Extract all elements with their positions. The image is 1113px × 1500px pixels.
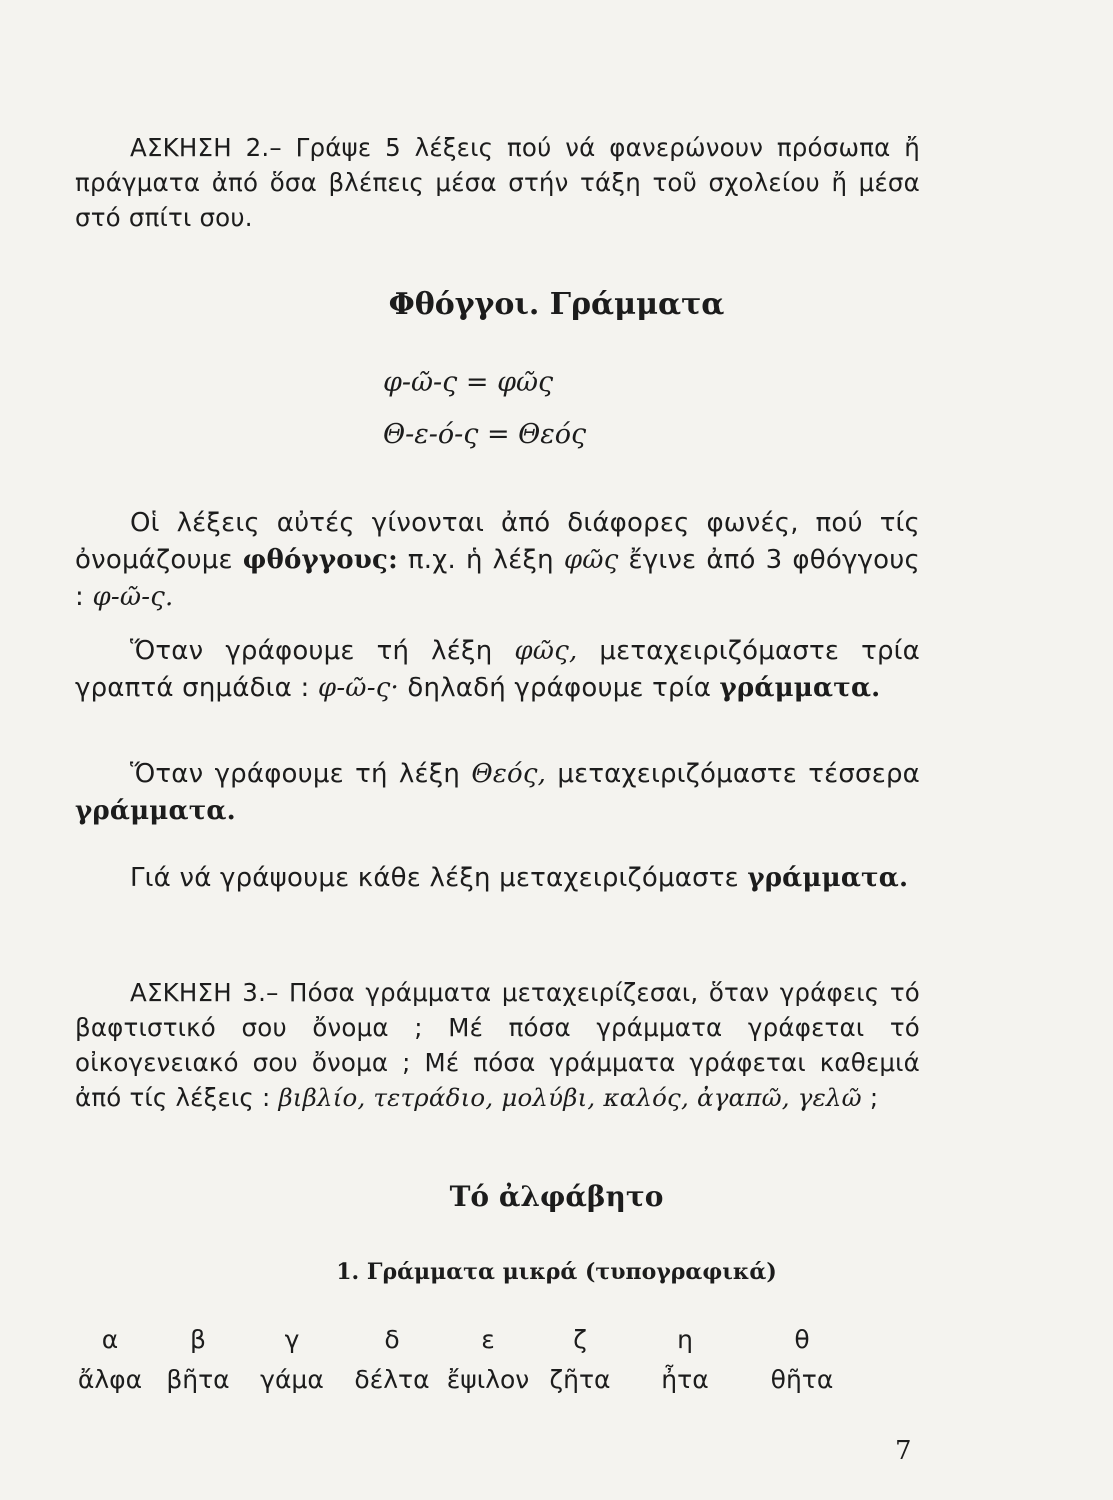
letter: ε [481, 1325, 495, 1354]
letter-name: δέλτα [354, 1365, 430, 1394]
alphabet-item [242, 1320, 342, 1400]
alphabet-item [433, 1320, 543, 1400]
word-fos-2: φῶς, [514, 636, 578, 666]
heading-phthongoi-grammata: Φθόγγοι. Γράμματα [388, 287, 725, 322]
word-fos-split: φ-ῶ-ς. [92, 582, 174, 612]
exercise-3 [75, 975, 920, 1115]
word-theos: Θεός, [471, 759, 547, 789]
alphabet-item [635, 1320, 735, 1400]
letter-name: βῆτα [166, 1365, 230, 1394]
word-fos-split-2: φ-ῶ-ς· [317, 673, 399, 703]
paragraph-2 [75, 633, 920, 707]
letter-name: θῆτα [770, 1365, 834, 1394]
exercise-3-label: ΑΣΚΗΣΗ 3.– [130, 978, 289, 1007]
letter-name: γάμα [260, 1365, 324, 1394]
letter: δ [384, 1325, 400, 1354]
formula-theos: Θ-ε-ό-ς = Θεός [383, 419, 587, 450]
para3-text-2: μεταχειριζόμαστε τέσσερα [546, 759, 920, 789]
page-number: 7 [895, 1436, 912, 1466]
letter: α [101, 1325, 119, 1354]
letter: η [677, 1325, 693, 1354]
alphabet-item [752, 1320, 852, 1400]
heading-alfavito: Τό ἀλφάβητο [449, 1180, 664, 1213]
formula-fos: φ-ῶ-ς = φῶς [383, 367, 554, 398]
letter-name: ἄλφα [77, 1365, 143, 1394]
letter-name: ζῆτα [549, 1365, 611, 1394]
exercise-3-text: Πόσα γράμματα μεταχειρίζεσαι, ὅταν γράφεις τό βαφτιστικό σου ὄνομα ; Μέ πόσα γράμματα γράφεται τό οἰκογενειακό σου ὄνομα ; Μέ πόσα γράμματα γράφεται καθεμιά ἀπό τίς λέξεις : [75, 978, 920, 1112]
letter: ζ [573, 1325, 587, 1354]
para3-text-1: Ὅταν γράφουμε τή λέξη [130, 759, 472, 789]
paragraph-4 [75, 860, 920, 897]
para2-text-1: Ὅταν γράφουμε τή λέξη [130, 636, 515, 666]
paragraph-1 [75, 505, 920, 616]
alphabet-item [530, 1320, 630, 1400]
exercise-2 [75, 130, 920, 235]
alphabet-item [148, 1320, 248, 1400]
para1-text-1: Οἱ λέξεις αὐτές γίνονται ἀπό διάφορες φωνές, πού τίς ὀνομάζουμε [75, 508, 920, 575]
para4-text-1: Γιά νά γράψουμε κάθε λέξη μεταχειριζόμαστε [130, 863, 748, 893]
paragraph-3 [75, 756, 920, 830]
exercise-3-words: βιβλίο, τετράδιο, μολύβι, καλός, ἀγαπῶ, γελῶ [278, 1083, 862, 1112]
term-grammata-2: γράμματα. [75, 796, 236, 826]
exercise-2-label: ΑΣΚΗΣΗ 2.– [130, 133, 296, 162]
term-grammata-3: γράμματα. [747, 863, 909, 893]
para1-text-3: ἔγινε ἀπό 3 φθόγγους : [75, 545, 920, 612]
word-fos: φῶς [563, 545, 619, 575]
letter-name: ἦτα [661, 1365, 709, 1394]
alphabet-item [60, 1320, 160, 1400]
term-phthongous: φθόγγους: [242, 545, 398, 575]
subheading-small-letters: 1. Γράμματα μικρά (τυπογραφικά) [336, 1259, 777, 1285]
para2-text-2: μεταχειριζόμαστε τρία γραπτά σημάδια : [75, 636, 920, 703]
letter: γ [284, 1325, 300, 1354]
exercise-3-end: ; [861, 1083, 879, 1112]
exercise-2-text: Γράψε 5 λέξεις πού νά φανερώνουν πρόσωπα ἤ πράγματα ἀπό ὅσα βλέπεις μέσα στήν τάξη τοῦ σχολείου ἤ μέσα στό σπίτι σου. [75, 133, 920, 232]
para1-text-2: π.χ. ἡ λέξη [397, 545, 564, 575]
para2-text-3: δηλαδή γράφουμε τρία [398, 673, 720, 703]
letter: β [190, 1325, 206, 1354]
term-grammata-1: γράμματα. [719, 673, 881, 703]
alphabet-item [342, 1320, 442, 1400]
letter: θ [794, 1325, 810, 1354]
letter-name: ἔψιλον [446, 1365, 530, 1394]
